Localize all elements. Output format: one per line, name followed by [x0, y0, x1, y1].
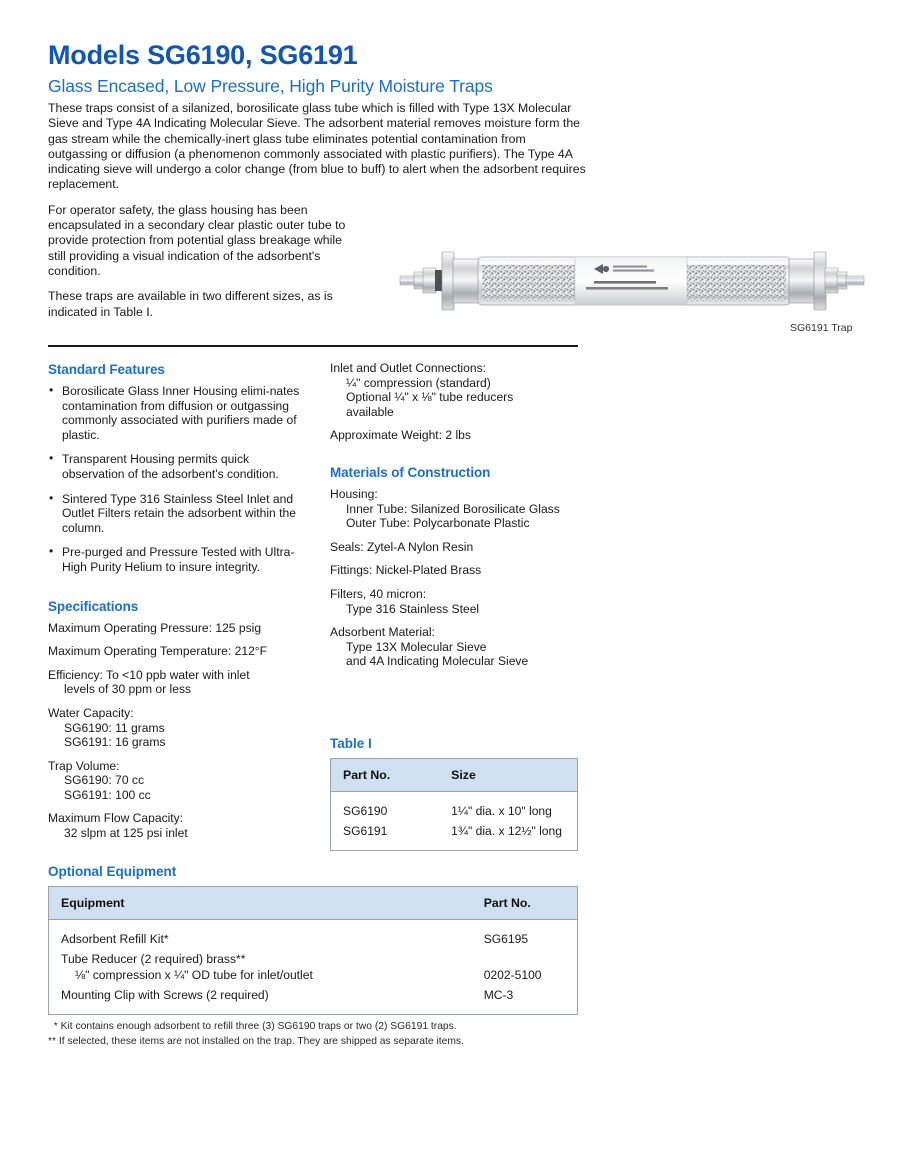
table-i-label: Table I — [330, 736, 372, 751]
spec-water-capacity — [48, 706, 310, 750]
materials-adsorbent-line-2: and 4A Indicating Molecular Sieve — [346, 654, 529, 669]
inlet-fitting — [400, 268, 443, 293]
cell-size: 1¾" dia. x 12½" long — [451, 824, 562, 838]
label-desc-line — [586, 287, 668, 290]
spec-max-pressure: Maximum Operating Pressure: 125 psig — [48, 620, 262, 635]
materials-adsorbent-label: Adsorbent Material: — [330, 625, 435, 640]
standard-features-list — [48, 384, 310, 575]
optional-equipment-section — [48, 864, 578, 1015]
product-photo — [398, 240, 868, 322]
footnote-1: * Kit contains enough adsorbent to refill three (3) SG6190 traps or two (2) SG6191 traps. — [48, 1021, 457, 1032]
optional-equipment-label: Optional Equipment — [48, 864, 177, 879]
materials-filters — [330, 587, 588, 616]
spec-efficiency-label: Efficiency: To <10 ppb water with inlet — [48, 667, 250, 682]
materials-housing-label: Housing: — [330, 486, 378, 501]
product-label — [575, 257, 687, 305]
spec-max-flow — [48, 811, 310, 840]
materials-housing — [330, 487, 588, 531]
cell-part-no: SG6195 — [483, 932, 529, 946]
connections-line-3: available — [346, 404, 394, 419]
spec-water-capacity-sg6190: SG6190: 11 grams — [64, 720, 165, 735]
table-row — [49, 920, 578, 950]
connections-heading: Inlet and Outlet Connections: — [330, 361, 486, 375]
specifications-heading: Specifications — [48, 598, 139, 614]
cell-equipment: Mounting Clip with Screws (2 required) — [61, 988, 269, 1002]
outlet-fitting — [825, 268, 864, 293]
trap-illustration — [398, 240, 868, 322]
materials-filters-value: Type 316 Stainless Steel — [346, 601, 480, 616]
table-row — [49, 985, 578, 1015]
materials-adsorbent — [330, 625, 588, 669]
connections-line-1: ¼" compression (standard) — [346, 375, 491, 390]
column-header-part-no: Part No. — [331, 759, 440, 792]
cell-equipment-main: Tube Reducer (2 required) brass** — [61, 952, 246, 966]
list-item: • Pre-purged and Pressure Tested with Ultra-High Purity Helium to insure integrity. — [48, 545, 310, 574]
page-title: Models SG6190, SG6191 — [48, 40, 358, 70]
left-end-cap — [442, 252, 479, 310]
list-item: • Borosilicate Glass Inner Housing elimi-nates contamination from diffusion or outgassing commonly associated with purifiers made of plastic. — [48, 384, 310, 442]
spec-trap-volume — [48, 759, 310, 803]
spec-efficiency-continuation: levels of 30 ppm or less — [64, 682, 192, 697]
materials-heading: Materials of Construction — [330, 464, 491, 480]
optional-equipment-table — [48, 886, 578, 1015]
materials-seals: Seals: Zytel-A Nylon Resin — [330, 539, 474, 554]
spec-trap-volume-sg6191: SG6191: 100 cc — [64, 787, 151, 802]
table-i — [330, 758, 578, 851]
standard-features-heading: Standard Features — [48, 362, 165, 377]
cell-size: 1¼" dia. x 10" long — [451, 804, 552, 818]
cell-equipment — [49, 949, 472, 985]
cell-part-no: 0202-5100 — [483, 968, 542, 982]
spec-max-flow-value: 32 slpm at 125 psi inlet — [64, 826, 188, 841]
cell-equipment: Adsorbent Refill Kit* — [61, 932, 169, 946]
table-header-row — [331, 759, 578, 792]
spec-water-capacity-label: Water Capacity: — [48, 705, 134, 720]
materials-filters-label: Filters, 40 micron: — [330, 586, 427, 601]
table-row — [49, 949, 578, 985]
spec-efficiency — [48, 668, 310, 697]
footnote-2: ** If selected, these items are not installed on the trap. They are shipped as separate items. — [48, 1036, 464, 1047]
materials-fittings: Fittings: Nickel-Plated Brass — [330, 563, 482, 578]
column-header-part-no: Part No. — [472, 887, 578, 920]
footnotes — [48, 1019, 568, 1049]
column-header-equipment: Equipment — [49, 887, 472, 920]
spec-trap-volume-label: Trap Volume: — [48, 758, 120, 773]
column-header-size: Size — [439, 759, 577, 792]
table-row — [331, 821, 578, 851]
list-item: • Transparent Housing permits quick observation of the adsorbent's condition. — [48, 452, 310, 481]
spec-max-temperature: Maximum Operating Temperature: 212°F — [48, 644, 268, 659]
approximate-weight: Approximate Weight: 2 lbs — [330, 428, 471, 443]
connections-line-2: Optional ¼" x ⅛" tube reducers — [346, 390, 514, 405]
connections-block — [330, 361, 588, 419]
materials-inner-tube: Inner Tube: Silanized Borosilicate Glass — [346, 501, 560, 516]
table-i-section — [330, 736, 578, 851]
intro-paragraph-2: For operator safety, the glass housing has been encapsulated in a secondary clear plastic outer tube to provide protection from potential glass breakage while still providing a visual indication of the adsorbent's condition. — [48, 202, 346, 278]
cell-equipment-sub: ⅛" compression x ¼" OD tube for inlet/outlet — [75, 968, 313, 982]
left-column — [48, 362, 310, 850]
table-row — [331, 792, 578, 822]
spec-water-capacity-sg6191: SG6191: 16 grams — [64, 735, 166, 750]
cell-part-no: SG6191 — [343, 824, 388, 838]
intro-paragraph-3: These traps are available in two different sizes, as is indicated in Table I. — [48, 289, 333, 319]
section-divider — [48, 345, 578, 347]
cell-part-no: SG6190 — [343, 804, 388, 818]
intro-paragraph-1: These traps consist of a silanized, borosilicate glass tube which is filled with Type 13X Molecular Sieve and Type 4A Indicating Molecular Sieve. The adsorbent material removes moisture form the gas stream while the chemically-inert glass tube eliminates potential contamination from outgassing or diffusion (a phenomenon commonly associated with plastic purifiers). The Type 4A indicating sieve will undergo a color change (from blue to buff) to alert when the adsorbent requires replacement. — [48, 101, 586, 192]
table-header-row — [49, 887, 578, 920]
right-column — [330, 361, 588, 678]
right-end-cap — [789, 252, 826, 310]
spec-trap-volume-sg6190: SG6190: 70 cc — [64, 773, 145, 788]
materials-outer-tube: Outer Tube: Polycarbonate Plastic — [346, 516, 530, 531]
page-subtitle: Glass Encased, Low Pressure, High Purity Moisture Traps — [48, 76, 493, 96]
label-model-line — [594, 281, 656, 284]
spec-max-flow-label: Maximum Flow Capacity: — [48, 811, 184, 826]
list-item: • Sintered Type 316 Stainless Steel Inlet and Outlet Filters retain the adsorbent within the column. — [48, 492, 310, 536]
materials-adsorbent-line-1: Type 13X Molecular Sieve — [346, 639, 487, 654]
photo-caption: SG6191 Trap — [790, 322, 853, 334]
cell-part-no: MC-3 — [483, 988, 514, 1002]
